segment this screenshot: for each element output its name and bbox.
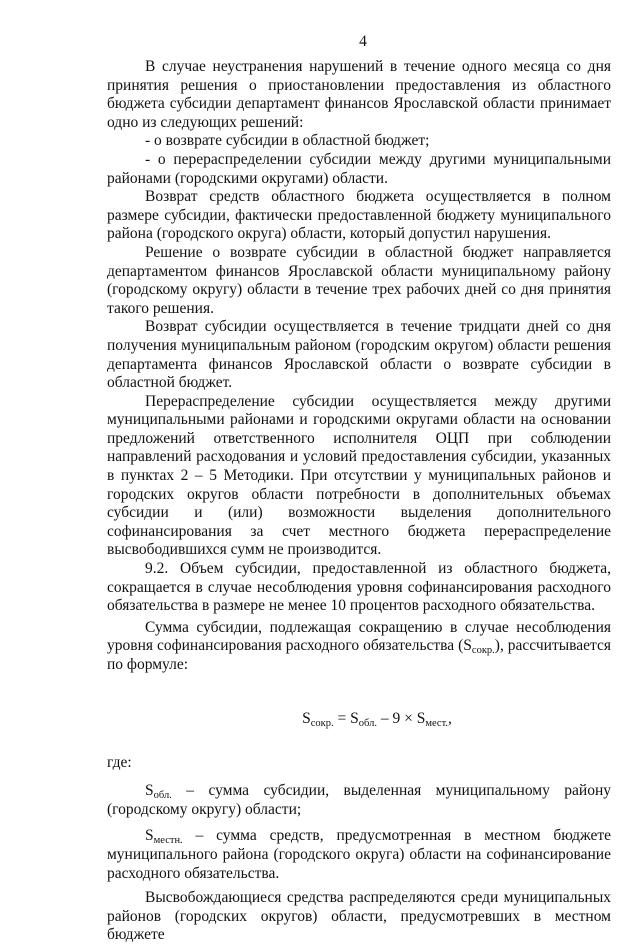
formula-intro-before: Сумма субсидии, подлежащая сокращению в случае несоблюдения уровня софинансирования расходного обязательства (S xyxy=(107,618,611,655)
formula xyxy=(107,709,611,728)
formula-lhs-sub: сокр. xyxy=(310,717,334,729)
paragraph-9-2: 9.2. Объем субсидии, предоставленной из областного бюджета, сокращается в случае несоблюдения уровня софинансирования расходного обязательства в размере не менее 10 процентов расходного обязательства. xyxy=(107,560,611,615)
paragraph-return-period: Возврат субсидии осуществляется в течение тридцати дней со дня получения муниципальным районом (городским округом) области решения департамента финансов Ярославской области о возврате субсидии в областной бюджет. xyxy=(107,318,611,392)
where-label: где: xyxy=(107,753,132,771)
paragraph-noncompliance: В случае неустранения нарушений в течение одного месяца со дня принятия решения о приостановлении предоставления из областного бюджета субсидии департамент финансов Ярославской области принимает одно из следующих решений: xyxy=(107,58,611,131)
paragraph-return-full: Возврат средств областного бюджета осуществляется в полном размере субсидии, фактически предоставленной бюджету муниципального района (городского округа) области, который допустил нарушения. xyxy=(107,188,611,243)
definition-symbol-sub: местн. xyxy=(153,835,183,847)
paragraph-return-decision: Решение о возврате субсидии в областной бюджет направляется департаментом финансов Ярославской области муниципальному району (городскому округу) области в течение трех рабочих дней со дня принятия такого решения. xyxy=(107,243,611,317)
definition-symbol: S xyxy=(145,782,154,800)
formula-intro-sub: сокр. xyxy=(471,645,495,657)
definition-text: – сумма субсидии, выделенная муниципальному району (городскому округу) области; xyxy=(107,782,611,818)
definition-s-mestn xyxy=(107,827,611,883)
page-number: 4 xyxy=(359,33,367,50)
formula-equals: = xyxy=(333,709,351,727)
paragraph-redistribution: Перераспределение субсидии осуществляется между другими муниципальными районами и городскими округами области на основании предложений ответственного исполнителя ОЦП при соблюдении направлений расходования и условий предоставления субсидии, указанных в пунктах 2 – 5 Методики. При отсутствии у муниципальных районов и городских округов области потребности в дополнительных объемах субсидии и (или) возможности выделения дополнительного софинансирования за счет местного бюджета перераспределение высвободившихся сумм не производится. xyxy=(107,392,611,559)
formula-term2-sub: мест. xyxy=(425,717,448,729)
formula-term1-sub: обл. xyxy=(358,717,377,729)
formula-lhs: S xyxy=(302,709,311,727)
formula-intro-after: ), рассчитывается по формуле: xyxy=(107,637,611,673)
list-item-redistribution: - о перераспределении субсидии между другими муниципальными районами (городскими округами) области. xyxy=(107,150,611,187)
definition-symbol-sub: обл. xyxy=(153,790,172,802)
document-page xyxy=(107,33,611,945)
formula-term1: S xyxy=(350,709,359,727)
formula-term2: S xyxy=(416,709,426,727)
list-item-return: - о возврате субсидии в областной бюджет; xyxy=(145,132,430,150)
definition-s-obl xyxy=(107,782,611,819)
definition-symbol: S xyxy=(145,827,154,845)
definition-text: – сумма средств, предусмотренная в местном бюджете муниципального района (городского округа) области на софинансирование расходного обязательства. xyxy=(107,827,611,882)
formula-operator: – 9 × xyxy=(376,709,417,727)
paragraph-released-funds: Высвобождающиеся средства распределяются среди муниципальных районов (городских округов) области, предусмотревших в местном бюджете xyxy=(107,889,611,944)
paragraph-formula-intro xyxy=(107,619,611,675)
formula-end: , xyxy=(448,709,452,727)
